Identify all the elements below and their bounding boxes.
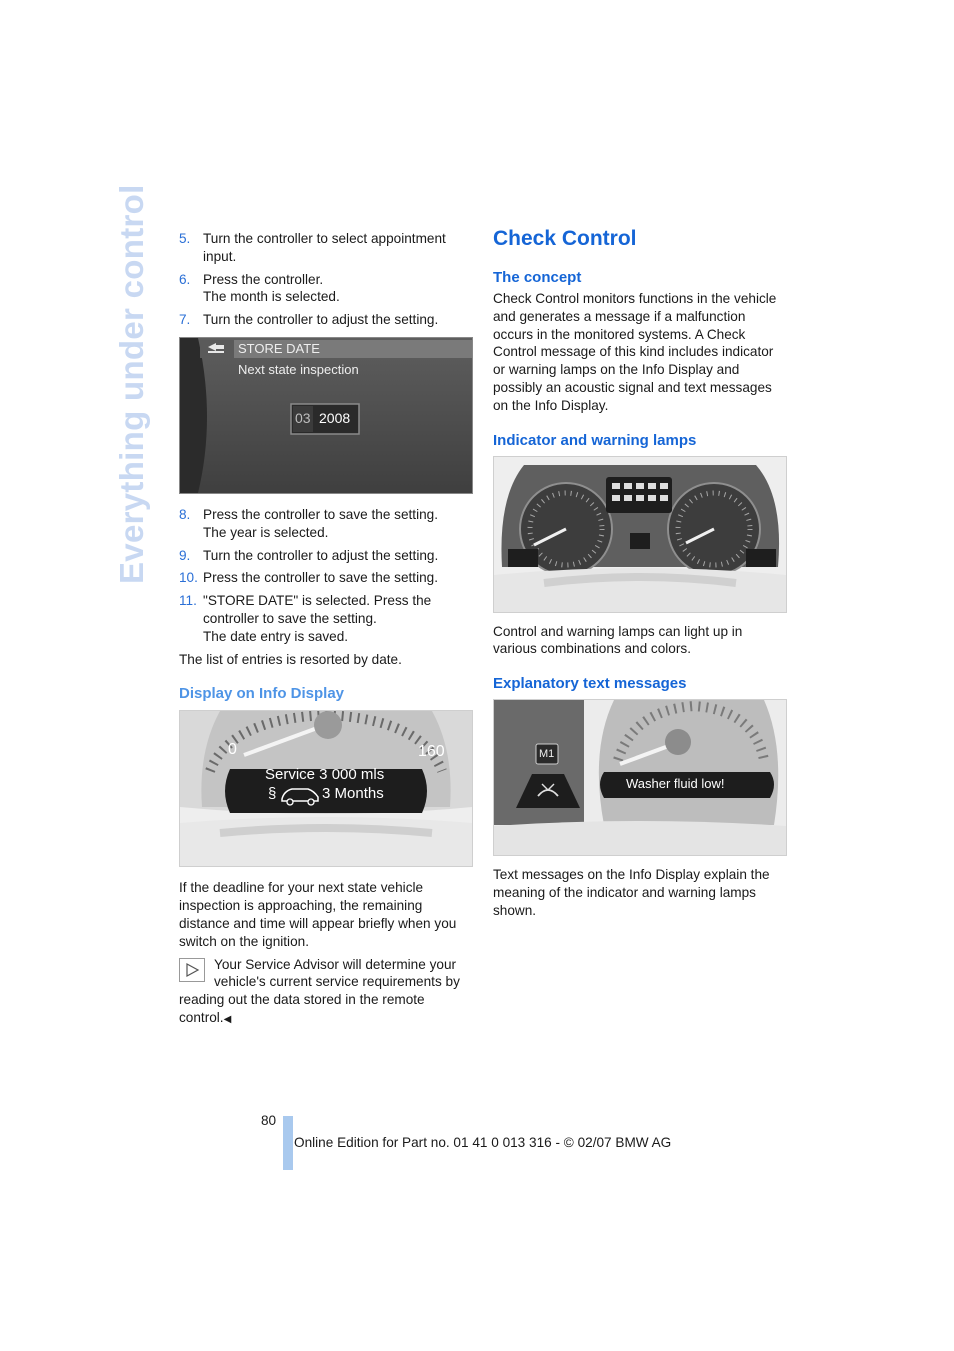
section-heading: Check Control [493, 227, 637, 250]
gauge-start-label: 0 [228, 741, 237, 759]
store-date-figure [179, 337, 473, 494]
side-section-title: Everything under control [113, 184, 150, 584]
step-text: Press the controller. [203, 271, 324, 287]
step-9 [179, 547, 475, 565]
step-11 [179, 592, 475, 645]
step-subtext: The month is selected. [203, 289, 340, 305]
footer-accent-bar [283, 1116, 293, 1170]
step-number: 8. [179, 506, 191, 522]
step-subtext: The year is selected. [203, 524, 329, 540]
step-6 [179, 271, 475, 307]
store-date-header: STORE DATE [238, 340, 320, 356]
step-text: Press the controller to save the setting. [203, 570, 438, 586]
messages-paragraph: Text messages on the Info Display explain the meaning of the indicator and warning lamps shown. [493, 867, 770, 918]
year-field: 2008 [319, 409, 351, 426]
step-10 [179, 569, 475, 587]
step-text: Turn the controller to adjust the setting. [203, 547, 439, 563]
service-time-text: 3 Months [322, 785, 384, 803]
service-distance-text: Service 3 000 mls [265, 766, 385, 784]
concept-paragraph: Check Control monitors functions in the vehicle and generates a message if a malfunction occurs in the monitored systems. A Check Control message of this kind includes indicator or warning lamps on the Info Display and possibly an acoustic signal and text messages on the Info Display. [493, 291, 777, 413]
lamps-paragraph: Control and warning lamps can light up in various combinations and colors. [493, 623, 743, 657]
right-column [493, 226, 787, 925]
lamps-heading: Indicator and warning lamps [493, 431, 697, 449]
warning-lamps-figure [493, 456, 787, 613]
text-message-figure [493, 699, 787, 856]
instrument-cluster-illustration [494, 457, 786, 612]
step-text: "STORE DATE" is selected. Press the controller to save the setting. [203, 593, 432, 626]
step-number: 11. [179, 593, 197, 609]
step-number: 10. [179, 570, 198, 586]
step-7 [179, 311, 475, 329]
step-5 [179, 230, 475, 266]
step-subtext: The date entry is saved. [203, 628, 349, 644]
gear-badge: M1 [539, 748, 555, 761]
paragraph-symbol: § [268, 785, 277, 803]
step-number: 9. [179, 547, 191, 563]
end-marker-icon: ◀ [223, 1013, 232, 1025]
service-advisor-note [179, 956, 475, 1029]
concept-heading: The concept [493, 269, 582, 286]
deadline-paragraph: If the deadline for your next state vehicle inspection is approaching, the remaining distance and time will appear briefly when you switch on the ignition. [179, 880, 457, 949]
step-number: 7. [179, 312, 191, 328]
messages-heading: Explanatory text messages [493, 675, 687, 693]
display-heading: Display on Info Display [179, 685, 345, 703]
step-text: Turn the controller to adjust the setting. [203, 312, 439, 328]
washer-message-text: Washer fluid low! [626, 776, 725, 792]
resort-note: The list of entries is resorted by date. [179, 651, 402, 667]
edition-notice: Online Edition for Part no. 01 41 0 013 316 - © 02/07 BMW AG [294, 1135, 672, 1150]
service-display-figure [179, 710, 473, 867]
step-text: Press the controller to save the setting. [203, 506, 438, 522]
left-column [179, 230, 475, 1029]
step-8 [179, 506, 475, 542]
step-text: Turn the controller to select appointment input. [203, 231, 446, 264]
store-date-line: Next state inspection [238, 361, 359, 377]
step-number: 6. [179, 271, 191, 287]
page-number: 80 [261, 1113, 277, 1128]
gauge-end-label: 160 [418, 743, 445, 761]
note-triangle-icon [179, 958, 205, 982]
advisor-note-text: Your Service Advisor will determine your vehicle's current service requirements by reading out the data stored in the remote control. [179, 956, 460, 1025]
month-field: 03 [295, 409, 311, 426]
step-number: 5. [179, 231, 191, 246]
